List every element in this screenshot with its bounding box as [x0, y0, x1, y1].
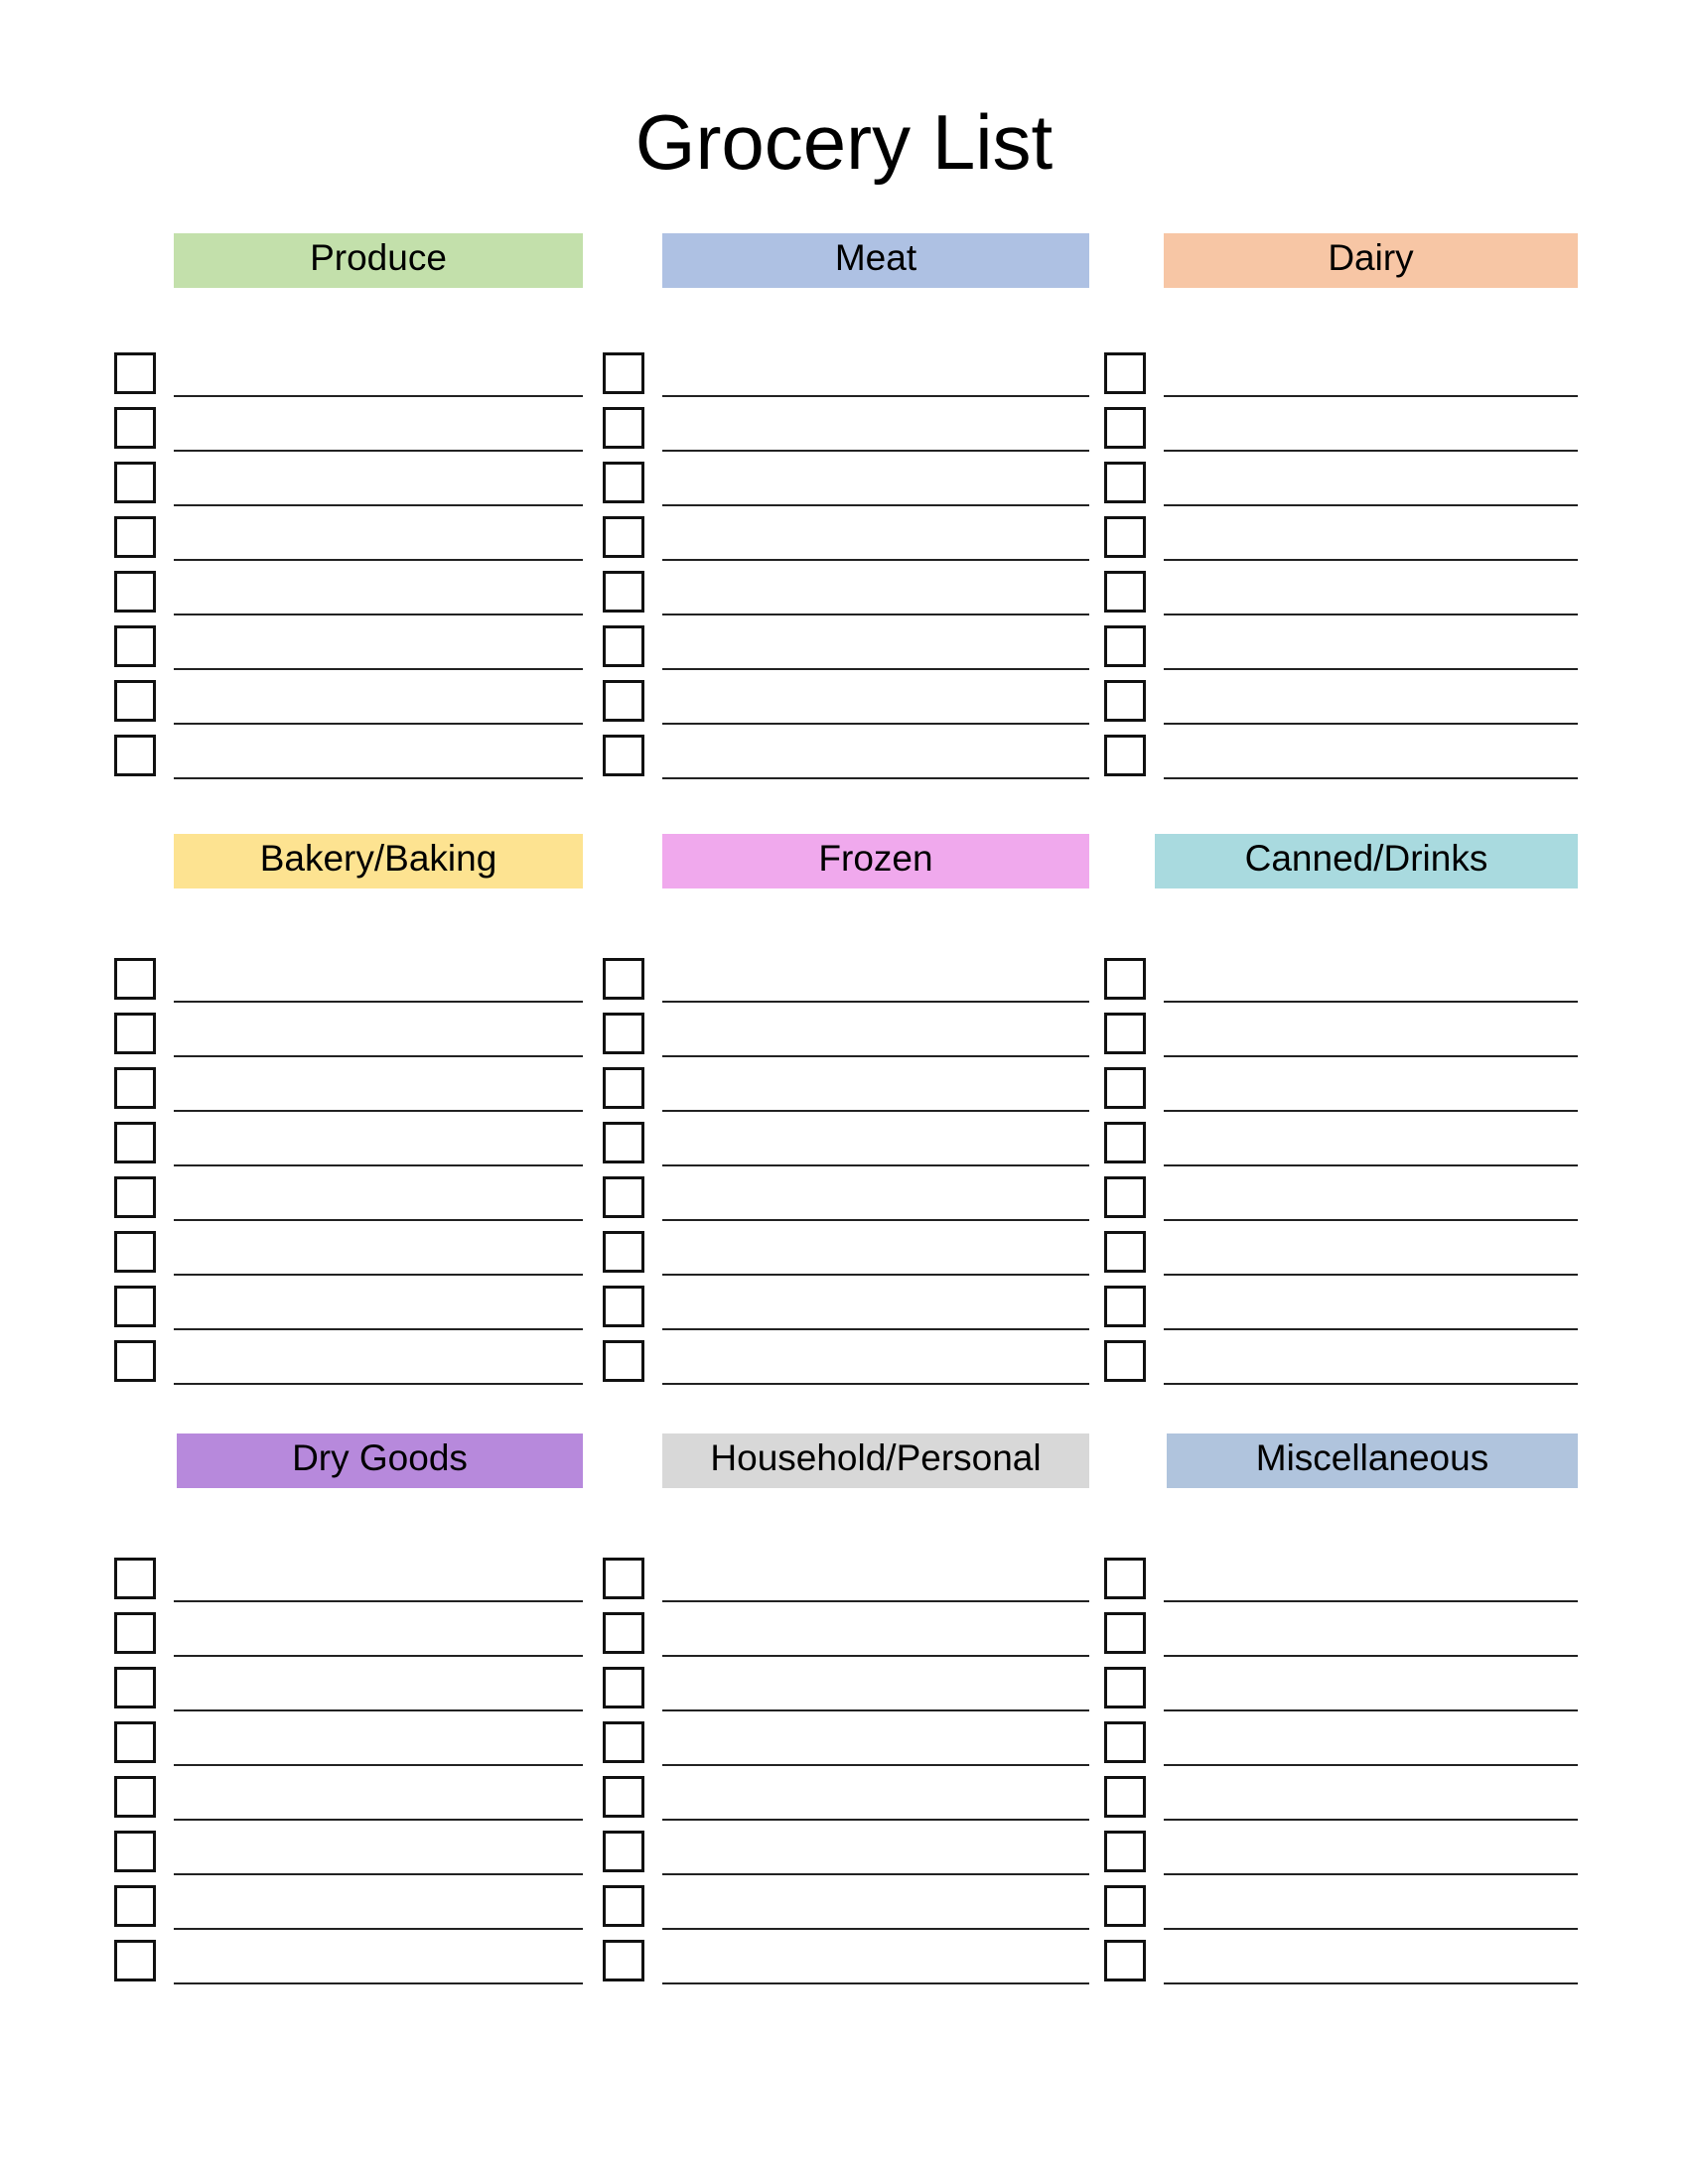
item-write-line[interactable] — [1164, 1875, 1578, 1930]
category-header: Canned/Drinks — [1155, 834, 1578, 888]
item-write-line[interactable] — [1164, 1330, 1578, 1385]
item-write-line[interactable] — [1164, 1930, 1578, 1984]
list-item — [0, 1657, 1688, 1711]
item-checkbox[interactable] — [1104, 1940, 1146, 1981]
item-checkbox[interactable] — [1104, 1721, 1146, 1763]
item-write-line[interactable] — [1164, 670, 1578, 725]
item-checkbox[interactable] — [1104, 1340, 1146, 1382]
list-item — [0, 1330, 1688, 1385]
list-item — [0, 561, 1688, 615]
item-write-line[interactable] — [1164, 1057, 1578, 1112]
item-checkbox[interactable] — [1104, 1013, 1146, 1054]
item-list — [0, 342, 1688, 779]
page-title: Grocery List — [634, 98, 1054, 186]
item-write-line[interactable] — [1164, 1112, 1578, 1166]
item-write-line[interactable] — [1164, 1766, 1578, 1821]
list-item — [0, 1057, 1688, 1112]
item-list — [0, 1548, 1688, 1984]
list-item — [0, 1221, 1688, 1276]
category-header: Household/Personal — [662, 1433, 1089, 1488]
item-checkbox[interactable] — [1104, 516, 1146, 558]
item-write-line[interactable] — [1164, 615, 1578, 670]
item-write-line[interactable] — [1164, 1276, 1578, 1330]
item-write-line[interactable] — [1164, 452, 1578, 506]
item-checkbox[interactable] — [1104, 571, 1146, 613]
item-write-line[interactable] — [1164, 1166, 1578, 1221]
list-item — [0, 506, 1688, 561]
category-header: Miscellaneous — [1167, 1433, 1578, 1488]
item-checkbox[interactable] — [1104, 735, 1146, 776]
item-write-line[interactable] — [1164, 1821, 1578, 1875]
item-checkbox[interactable] — [1104, 1885, 1146, 1927]
item-checkbox[interactable] — [1104, 1231, 1146, 1273]
item-checkbox[interactable] — [1104, 352, 1146, 394]
item-write-line[interactable] — [1164, 342, 1578, 397]
list-item — [0, 1548, 1688, 1602]
item-list — [0, 948, 1688, 1385]
category-header: Produce — [174, 233, 583, 288]
list-item — [0, 1930, 1688, 1984]
list-item — [0, 1112, 1688, 1166]
list-item — [0, 670, 1688, 725]
list-item — [0, 342, 1688, 397]
list-item — [0, 1821, 1688, 1875]
item-write-line[interactable] — [1164, 1003, 1578, 1057]
item-checkbox[interactable] — [1104, 1612, 1146, 1654]
category-header: Dry Goods — [177, 1433, 583, 1488]
list-item — [0, 725, 1688, 779]
list-item — [0, 397, 1688, 452]
item-write-line[interactable] — [1164, 1221, 1578, 1276]
item-write-line[interactable] — [1164, 397, 1578, 452]
item-write-line[interactable] — [1164, 948, 1578, 1003]
item-checkbox[interactable] — [1104, 1176, 1146, 1218]
category-header: Bakery/Baking — [174, 834, 583, 888]
item-write-line[interactable] — [1164, 561, 1578, 615]
item-checkbox[interactable] — [1104, 1776, 1146, 1818]
list-item — [0, 452, 1688, 506]
item-checkbox[interactable] — [1104, 958, 1146, 1000]
item-checkbox[interactable] — [1104, 1122, 1146, 1163]
list-item — [0, 1875, 1688, 1930]
item-checkbox[interactable] — [1104, 407, 1146, 449]
list-item — [0, 1166, 1688, 1221]
list-item — [0, 615, 1688, 670]
category-header: Frozen — [662, 834, 1089, 888]
item-checkbox[interactable] — [1104, 1558, 1146, 1599]
item-write-line[interactable] — [1164, 725, 1578, 779]
list-item — [0, 1003, 1688, 1057]
item-checkbox[interactable] — [1104, 680, 1146, 722]
item-write-line[interactable] — [1164, 1711, 1578, 1766]
list-item — [0, 948, 1688, 1003]
item-write-line[interactable] — [1164, 506, 1578, 561]
item-write-line[interactable] — [1164, 1657, 1578, 1711]
item-checkbox[interactable] — [1104, 462, 1146, 503]
list-item — [0, 1602, 1688, 1657]
list-item — [0, 1276, 1688, 1330]
item-checkbox[interactable] — [1104, 1667, 1146, 1708]
item-write-line[interactable] — [1164, 1548, 1578, 1602]
category-header: Dairy — [1164, 233, 1578, 288]
category-header: Meat — [662, 233, 1089, 288]
list-item — [0, 1711, 1688, 1766]
item-checkbox[interactable] — [1104, 1286, 1146, 1327]
item-write-line[interactable] — [1164, 1602, 1578, 1657]
list-item — [0, 1766, 1688, 1821]
item-checkbox[interactable] — [1104, 1831, 1146, 1872]
item-checkbox[interactable] — [1104, 625, 1146, 667]
item-checkbox[interactable] — [1104, 1067, 1146, 1109]
